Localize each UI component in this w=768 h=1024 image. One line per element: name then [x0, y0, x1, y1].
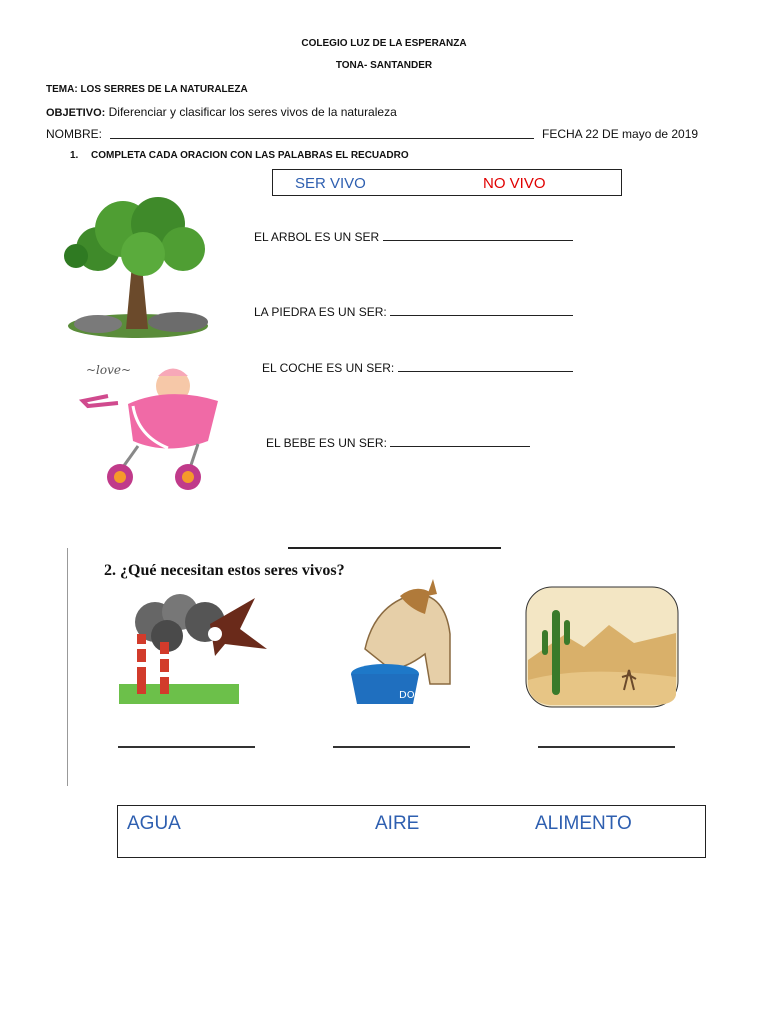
word-box-2	[117, 805, 706, 858]
sentence-coche	[262, 360, 573, 375]
sentence-piedra-text: LA PIEDRA ES UN SER:	[254, 305, 387, 319]
fecha-line: FECHA 22 DE mayo de 2019	[542, 127, 699, 141]
objetivo-label: OBJETIVO:	[46, 107, 106, 119]
answer-line-bird[interactable]	[118, 746, 255, 748]
tema-line: TEMA: LOS SERRES DE LA NATURALEZA	[46, 84, 248, 95]
sentence-bebe-text: EL BEBE ES UN SER:	[266, 436, 387, 450]
nombre-label: NOMBRE:	[46, 127, 103, 141]
answer-blank-arbol[interactable]	[383, 229, 573, 241]
word-no-vivo: NO VIVO	[483, 175, 546, 192]
desert-cactus-icon	[524, 585, 680, 709]
school-location: TONA- SANTANDER	[335, 60, 433, 71]
word-alimento: ALIMENTO	[535, 813, 632, 834]
sentence-arbol-text: EL ARBOL ES UN SER	[254, 230, 380, 244]
divider-line	[288, 547, 501, 549]
word-box-1	[272, 169, 622, 196]
sentence-arbol	[254, 229, 573, 244]
section1-instruction: COMPLETA CADA ORACION CON LAS PALABRAS EL RECUADRO	[91, 150, 409, 161]
section1-number: 1.	[70, 150, 79, 161]
sentence-piedra	[254, 304, 573, 319]
answer-blank-coche[interactable]	[398, 360, 573, 372]
sentence-bebe	[266, 435, 530, 450]
baby-stroller-icon	[78, 356, 228, 496]
school-name: COLEGIO LUZ DE LA ESPERANZA	[301, 38, 467, 49]
objetivo-text: Diferenciar y clasificar los seres vivos de la naturaleza	[105, 105, 397, 119]
bird-factory-icon	[115, 594, 270, 706]
objetivo-line	[46, 105, 397, 119]
section2-left-border	[67, 548, 68, 786]
tree-icon	[58, 194, 223, 344]
answer-blank-piedra[interactable]	[390, 304, 573, 316]
dog-bowl-icon	[345, 574, 460, 710]
word-ser-vivo: SER VIVO	[295, 175, 366, 192]
word-agua: AGUA	[127, 813, 181, 834]
section2-title: 2. ¿Qué necesitan estos seres vivos?	[104, 562, 345, 579]
answer-line-cactus[interactable]	[538, 746, 675, 748]
sentence-coche-text: EL COCHE ES UN SER:	[262, 361, 395, 375]
word-aire: AIRE	[375, 813, 420, 834]
nombre-field[interactable]	[110, 138, 534, 139]
answer-line-dog[interactable]	[333, 746, 470, 748]
svg-text:~love~: ~love~	[86, 363, 132, 377]
svg-text:DOG: DOG	[399, 690, 423, 701]
answer-blank-bebe[interactable]	[390, 435, 530, 447]
